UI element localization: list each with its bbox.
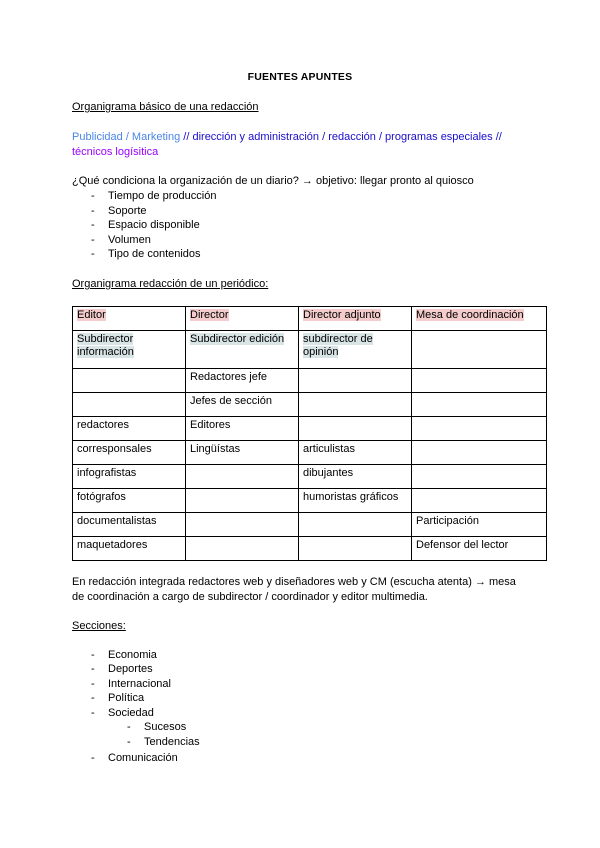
section-heading-secciones: Secciones: [72,620,126,632]
table-header-cell: Director adjunto [299,307,412,331]
table-cell: humoristas gráficos [299,489,412,513]
list-item: - Sociedad [91,707,154,719]
departments-tecnicos: técnicos logísitica [72,146,159,158]
table-cell: dibujantes [299,465,412,489]
table-cell: documentalistas [73,513,186,537]
table-cell [299,369,412,393]
table-cell [73,393,186,417]
table-cell [186,537,299,561]
table-row [73,489,547,513]
list-item: - Tipo de contenidos [91,248,201,260]
table-row [73,393,547,417]
table-cell: Redactores jefe [186,369,299,393]
redaccion-integrada-paragraph [72,575,542,605]
table-row [73,513,547,537]
departments-line-1 [72,131,502,143]
list-item: - Deportes [91,663,153,675]
table-row [73,369,547,393]
table-header-cell: Editor [73,307,186,331]
table-cell [73,369,186,393]
table-cell [412,369,547,393]
table-row [73,417,547,441]
departments-main: dirección y administración / redacción / programas especiales [192,131,493,143]
table-cell [299,537,412,561]
table-cell: corresponsales [73,441,186,465]
table-cell: Participación [412,513,547,537]
list-item: - Internacional [91,678,171,690]
document-title: FUENTES APUNTES [247,71,353,83]
table-header-cell: Mesa de coordinación [412,307,547,331]
departments-separator: // [492,131,502,143]
list-item: - Soporte [91,205,147,217]
table-cell [299,513,412,537]
table-cell: Jefes de sección [186,393,299,417]
list-item: - Comunicación [91,752,178,764]
sub-list-item: - Tendencias [127,736,200,748]
list-item: - Espacio disponible [91,219,200,231]
section-heading-organigrama-basico: Organigrama básico de una redacción [72,101,259,113]
table-cell [412,393,547,417]
table-cell: Subdirector información [73,331,186,369]
list-item: - Política [91,692,145,704]
table-cell [412,465,547,489]
list-item: - Volumen [91,234,151,246]
table-cell [299,417,412,441]
paragraph-line: En redacción integrada redactores web y diseñadores web y CM (escucha atenta) → mesa [72,576,516,588]
table-cell [412,441,547,465]
table-header-row [73,307,547,331]
table-cell: Subdirector edición [186,331,299,369]
table-cell: redactores [73,417,186,441]
departments-separator: // [180,131,193,143]
table-row [73,537,547,561]
list-item: - Tiempo de producción [91,190,217,202]
list-item: - Economia [91,649,157,661]
table-cell: Editores [186,417,299,441]
section-heading-organigrama-periodico: Organigrama redacción de un periódico: [72,278,269,290]
table-cell [412,489,547,513]
table-row [73,465,547,489]
table-cell: Lingüístas [186,441,299,465]
table-cell [186,489,299,513]
table-cell [412,331,547,369]
table-cell [299,393,412,417]
paragraph-line: de coordinación a cargo de subdirector / coordinador y editor multimedia. [72,591,428,603]
table-cell: fotógrafos [73,489,186,513]
table-cell: Defensor del lector [412,537,547,561]
question-line: ¿Qué condiciona la organización de un diario? → objetivo: llegar pronto al quiosco [72,175,474,187]
table-row [73,441,547,465]
sub-list-item: - Sucesos [127,721,187,733]
table-cell: maquetadores [73,537,186,561]
table-cell: subdirector de opinión [299,331,412,369]
departments-publicidad: Publicidad / Marketing [72,131,181,143]
table-cell [412,417,547,441]
organigrama-table [72,306,547,561]
table-cell: infografistas [73,465,186,489]
table-row [73,331,547,369]
table-cell [186,513,299,537]
table-cell [186,465,299,489]
table-header-cell: Director [186,307,299,331]
table-cell: articulistas [299,441,412,465]
